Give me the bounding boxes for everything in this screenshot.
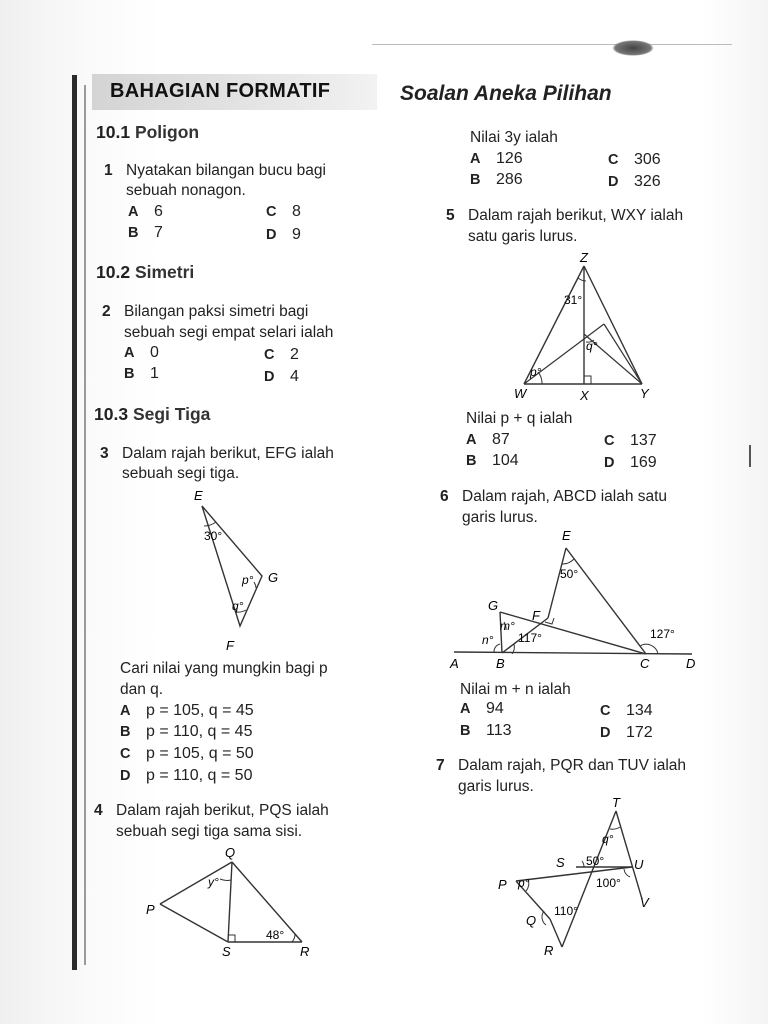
angle-label-y: y° (208, 875, 219, 889)
angle-label-q: q° (602, 832, 614, 846)
section-number: 10.1 (96, 122, 131, 142)
angle-arc-e (562, 559, 574, 564)
angle-label-50: 50° (560, 567, 579, 581)
header-title: BAHAGIAN FORMATIF (110, 80, 331, 102)
line-zy (584, 266, 642, 384)
question-number: 1 (104, 162, 113, 179)
vertex-label-p: P (146, 902, 155, 917)
right-angle-marker (584, 376, 591, 384)
question-4-ask: Nilai 3y ialah (470, 129, 558, 146)
vertex-label-w: W (514, 386, 527, 401)
vertex-label-z: Z (580, 250, 588, 265)
section-title: Poligon (134, 122, 200, 142)
question-5-text-line2: satu garis lurus. (468, 228, 578, 245)
angle-label-30: 30° (204, 529, 223, 543)
q3-triangle-figure (180, 486, 300, 656)
angle-label-100: 100° (596, 876, 621, 890)
vertex-label-s: S (222, 944, 231, 959)
vertex-label-u: U (634, 857, 644, 872)
q6-option-b[interactable]: B 113 (460, 722, 512, 739)
right-angle-marker (228, 935, 235, 942)
section-heading-10-1 (96, 122, 199, 143)
q1-option-b[interactable]: B 7 (128, 224, 163, 241)
question-3-text-line2: sebuah segi tiga. (122, 465, 240, 482)
vertex-label-r: R (300, 944, 310, 959)
q2-option-c[interactable]: C 2 (264, 346, 299, 363)
question-6-ask: Nilai m + n ialah (460, 681, 571, 698)
question-number: 6 (440, 488, 449, 505)
question-6-text-line1: Dalam rajah, ABCD ialah satu (462, 488, 668, 505)
q3-option-c[interactable]: C p = 105, q = 50 (120, 745, 254, 762)
angle-label-q: q° (586, 339, 598, 353)
q2-option-b[interactable]: B 1 (124, 365, 159, 382)
question-2-text-line2: sebuah segi empat selari ialah (124, 324, 334, 341)
vertex-label-q: Q (526, 913, 537, 928)
vertex-label-r: R (544, 943, 554, 958)
q4-option-d[interactable]: D 326 (608, 173, 661, 190)
angle-label-p: p° (530, 365, 542, 379)
vertex-label-q: Q (225, 845, 236, 860)
angle-label-117: 117° (518, 631, 542, 645)
question-4-text-line1: Dalam rajah berikut, PQS ialah (116, 802, 329, 819)
question-6 (440, 486, 449, 507)
point-label-b: B (496, 656, 505, 671)
margin-mark (749, 445, 751, 467)
q4-triangle-figure (140, 842, 330, 962)
question-1 (104, 160, 113, 181)
line-ec (566, 548, 646, 654)
angle-label-110: 110° (554, 904, 578, 918)
question-7 (436, 755, 445, 776)
q5-option-b[interactable]: B 104 (466, 452, 519, 469)
q7-figure (490, 795, 670, 960)
vertex-label-f: F (226, 638, 234, 653)
q2-option-a[interactable]: A 0 (124, 344, 159, 361)
q5-option-d[interactable]: D 169 (604, 454, 657, 471)
question-1-text-line1: Nyatakan bilangan bucu bagi (126, 162, 326, 179)
angle-label-n: n° (482, 633, 494, 647)
q3-option-d[interactable]: D p = 110, q = 50 (120, 767, 253, 784)
question-number: 2 (102, 303, 111, 320)
section-number: 10.2 (96, 262, 131, 282)
q5-option-c[interactable]: C 137 (604, 432, 657, 449)
q6-figure (444, 526, 714, 674)
line-ef (548, 548, 566, 618)
question-number: 5 (446, 207, 455, 224)
question-7-text-line1: Dalam rajah, PQR dan TUV ialah (458, 757, 687, 774)
question-3 (100, 443, 109, 464)
question-5 (446, 205, 455, 226)
angle-arc-n (494, 644, 500, 652)
angle-label-127: 127° (650, 627, 675, 641)
vertex-label-e: E (562, 528, 571, 543)
section-number: 10.3 (94, 404, 129, 424)
book-spine-shadow (84, 85, 86, 965)
q4-option-a[interactable]: A 126 (470, 150, 523, 167)
q6-option-d[interactable]: D 172 (600, 724, 653, 741)
vertex-label-y: Y (640, 386, 649, 401)
q6-option-c[interactable]: C 134 (600, 702, 653, 719)
line-qs (228, 862, 232, 942)
question-3-ask-line2: dan q. (120, 681, 164, 698)
point-label-c: C (640, 656, 650, 671)
top-rule (372, 44, 732, 45)
q3-option-a[interactable]: A p = 105, q = 45 (120, 702, 254, 719)
q4-option-b[interactable]: B 286 (470, 171, 523, 188)
vertex-label-g: G (268, 570, 279, 585)
angle-label-50: 50° (586, 854, 605, 868)
vertex-label-g: G (488, 598, 499, 613)
angle-label-p: p° (242, 573, 254, 587)
question-5-text-line1: Dalam rajah berikut, WXY ialah (468, 207, 684, 224)
q1-option-d[interactable]: D 9 (266, 226, 301, 243)
q5-option-a[interactable]: A 87 (466, 431, 510, 448)
angle-arc-y (220, 879, 231, 880)
angle-label-q: q° (232, 599, 244, 613)
angle-arc-r (292, 934, 295, 942)
angle-label-31: 31° (564, 293, 583, 307)
question-2-text-line1: Bilangan paksi simetri bagi (124, 303, 309, 320)
section-title: Simetri (134, 262, 195, 282)
line-pq (160, 862, 232, 904)
vertex-label-p: P (498, 877, 507, 892)
q5-triangle-figure (500, 248, 670, 408)
vertex-label-v: V (640, 895, 649, 910)
q1-option-a[interactable]: A 6 (128, 203, 163, 220)
question-2 (102, 301, 111, 322)
header-subtitle: Soalan Aneka Pilihan (400, 82, 612, 105)
vertex-label-t: T (612, 795, 620, 810)
section-title: Segi Tiga (132, 404, 211, 424)
q4-option-c[interactable]: C 306 (608, 151, 661, 168)
angle-arc-50 (582, 861, 584, 867)
question-7-text-line2: garis lurus. (458, 778, 534, 795)
question-5-ask: Nilai p + q ialah (466, 410, 573, 427)
question-6-text-line2: garis lurus. (462, 509, 538, 526)
ink-smudge (612, 40, 654, 56)
angle-label-p: p° (518, 876, 530, 890)
vertex-label-f: F (532, 608, 540, 623)
question-number: 4 (94, 802, 103, 819)
question-3-ask-line1: Cari nilai yang mungkin bagi p (120, 660, 328, 677)
line-ps (160, 904, 228, 942)
angle-label-m: m° (500, 619, 515, 633)
q6-option-a[interactable]: A 94 (460, 700, 504, 717)
q1-option-c[interactable]: C 8 (266, 203, 301, 220)
line-inner-y (604, 324, 642, 384)
q2-option-d[interactable]: D 4 (264, 368, 299, 385)
vertex-label-s: S (556, 855, 565, 870)
angle-arc-100 (624, 869, 630, 877)
section-heading-10-2 (96, 262, 194, 283)
line-abcd (454, 652, 692, 654)
angle-arc-e (204, 522, 216, 526)
q3-option-b[interactable]: B p = 110, q = 45 (120, 723, 253, 740)
question-3-text-line1: Dalam rajah berikut, EFG ialah (122, 445, 334, 462)
angle-label-48: 48° (266, 928, 285, 942)
point-label-d: D (686, 656, 696, 671)
point-label-a: A (450, 656, 459, 671)
book-spine (72, 75, 77, 970)
angle-arc-t (610, 827, 620, 829)
question-4 (94, 800, 103, 821)
vertex-label-x: X (580, 388, 589, 403)
question-4-text-line2: sebuah segi tiga sama sisi. (116, 823, 303, 840)
vertex-label-e: E (194, 488, 203, 503)
angle-arc-z (578, 278, 586, 281)
section-heading-10-3 (94, 404, 210, 425)
question-number: 3 (100, 445, 109, 462)
question-1-text-line2: sebuah nonagon. (126, 182, 246, 199)
angle-arc-g (254, 582, 256, 588)
question-number: 7 (436, 757, 445, 774)
